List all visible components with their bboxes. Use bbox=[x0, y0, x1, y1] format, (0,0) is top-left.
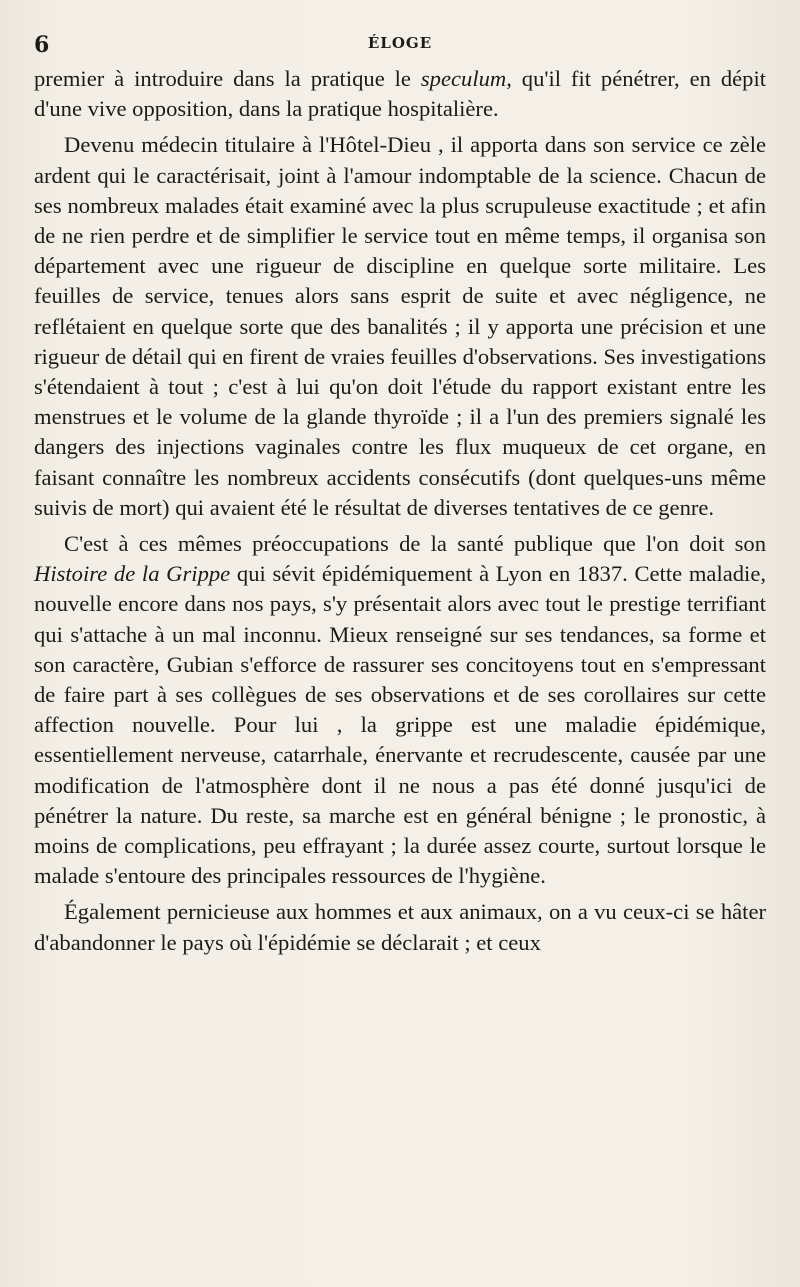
text-run: C'est à ces mêmes préoccupations de la santé publique que l'on doit son bbox=[64, 531, 766, 557]
paragraph-1 bbox=[34, 64, 766, 124]
text-run: qui sévit épidémiquement à Lyon en 1837. Cette maladie, nouvelle encore dans nos pays, s'y présentait alors avec tout le prestige terrifiant qui s'attache à un mal inconnu. Mieux renseigné sur ses tendances, sa forme et son caractère, Gubian s'efforce de rassurer ses concitoyens tout en s'empressant de faire part à ses collègues de ses observations et de ses corollaires sur cette affection nouvelle. Pour lui , la grippe est une maladie épidémique, essentiellement nerveuse, catarrhale, énervante et recrudescente, causée par une modification de l'atmosphère dont il ne nous a pas été donné jusqu'ici de pénétrer la nature. Du reste, sa marche est en général bénigne ; le pronostic, à moins de complications, peu effrayant ; la durée assez courte, surtout lorsque le malade s'entoure des principales ressources de l'hygiène. bbox=[34, 561, 766, 889]
page-number: 6 bbox=[34, 32, 50, 58]
text-run: , qu'il fit pénétrer, en dépit d'une vive opposition, dans la pratique hospitalière. bbox=[34, 66, 767, 122]
paragraph-2 bbox=[34, 130, 766, 523]
running-title: ÉLOGE bbox=[367, 34, 433, 52]
italic-title-text: Histoire de la Grippe bbox=[34, 561, 231, 587]
text-run: premier à introduire dans la pratique le bbox=[34, 66, 421, 91]
paragraph-4 bbox=[34, 897, 766, 957]
page-header bbox=[34, 28, 766, 58]
italic-title-text: speculum bbox=[420, 66, 507, 91]
text-run: Devenu médecin titulaire à l'Hôtel-Dieu , il apporta dans son service ce zèle ardent qui le caractérisait, joint à l'amour indomptable de la science. Chacun de ses nombreux malades était examiné avec la plus scrupuleuse exactitude ; et afin de ne rien perdre et de simplifier le service tout en même temps, il organisa son département avec une rigueur de discipline en quelque sorte militaire. Les feuilles de service, tenues alors sans esprit de suite et avec négligence, ne reflétaient en quelque sorte que des banalités ; il y apporta une précision et une rigueur de détail qui en firent de vraies feuilles d'observations. Ses investigations s'étendaient à tout ; c'est à lui qu'on doit l'étude du rapport existant entre les menstrues et le volume de la glande thyroïde ; il a l'un des premiers signalé les dangers des injections vaginales contre les flux muqueux de cet organe, en faisant connaître les nombreux accidents consécutifs (dont quelques-uns même suivis de mort) qui avaient été le résultat de diverses tentatives de ce genre. bbox=[34, 132, 766, 520]
text-run: Également pernicieuse aux hommes et aux animaux, on a vu ceux-ci se hâter d'abandonner le pays où l'épidémie se déclarait ; et ceux bbox=[34, 899, 766, 955]
body-text bbox=[34, 64, 766, 958]
paragraph-3 bbox=[34, 529, 766, 891]
